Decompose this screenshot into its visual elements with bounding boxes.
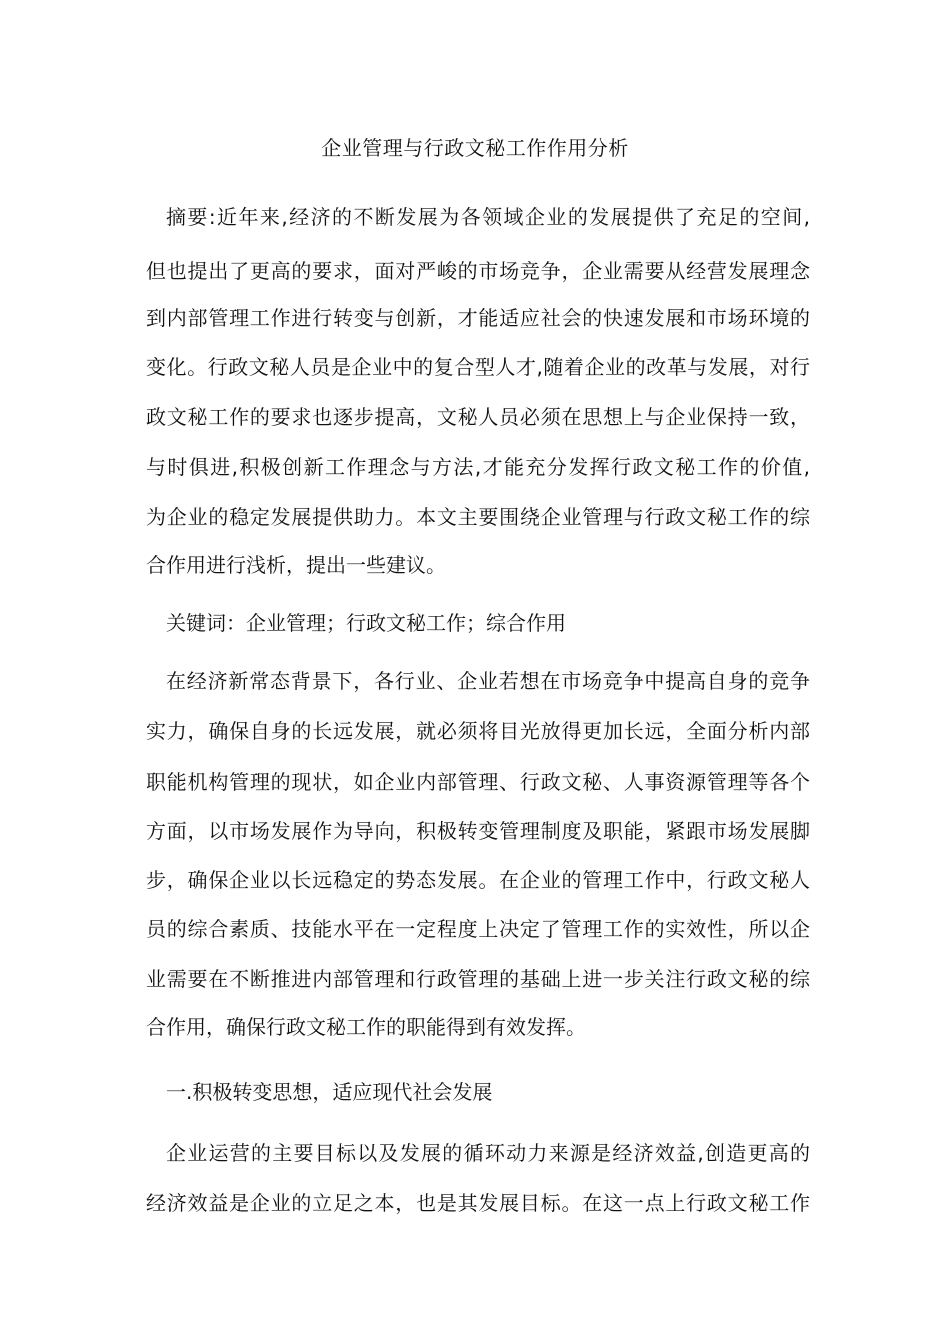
intro-line: 员的综合素质、技能水平在一定程度上决定了管理工作的实效性，所以企 (146, 917, 810, 941)
abstract-line: 摘要:近年来,经济的不断发展为各领域企业的发展提供了充足的空间, (166, 205, 810, 229)
intro-line: 在经济新常态背景下，各行业、企业若想在市场竞争中提高自身的竞争 (166, 669, 810, 693)
abstract-line: 政文秘工作的要求也逐步提高，文秘人员必须在思想上与企业保持一致， (146, 405, 810, 429)
abstract-line: 变化。行政文秘人员是企业中的复合型人才,随着企业的改革与发展，对行 (146, 355, 810, 379)
intro-line: 实力，确保自身的长远发展，就必须将目光放得更加长远，全面分析内部 (146, 719, 810, 743)
abstract-line: 与时俱进,积极创新工作理念与方法,才能充分发挥行政文秘工作的价值, (146, 455, 810, 479)
intro-line: 合作用，确保行政文秘工作的职能得到有效发挥。 (146, 1015, 586, 1039)
intro-line: 方面，以市场发展作为导向，积极转变管理制度及职能，紧跟市场发展脚 (146, 819, 810, 843)
document-title: 企业管理与行政文秘工作作用分析 (321, 136, 629, 160)
section1-line: 企业运营的主要目标以及发展的循环动力来源是经济效益,创造更高的 (166, 1141, 810, 1165)
abstract-line: 到内部管理工作进行转变与创新，才能适应社会的快速发展和市场环境的 (146, 306, 810, 330)
intro-line: 职能机构管理的现状，如企业内部管理、行政文秘、人事资源管理等各个 (146, 770, 810, 794)
intro-line: 步，确保企业以长远稳定的势态发展。在企业的管理工作中，行政文秘人 (146, 868, 810, 892)
keywords-line: 关键词：企业管理；行政文秘工作；综合作用 (166, 611, 566, 635)
abstract-line: 合作用进行浅析，提出一些建议。 (146, 553, 446, 577)
section1-line: 经济效益是企业的立足之本，也是其发展目标。在这一点上行政文秘工作 (146, 1191, 810, 1215)
intro-line: 业需要在不断推进内部管理和行政管理的基础上进一步关注行政文秘的综 (146, 967, 810, 991)
section-heading: 一.积极转变思想，适应现代社会发展 (166, 1080, 493, 1104)
abstract-line: 但也提出了更高的要求，面对严峻的市场竞争，企业需要从经营发展理念 (146, 259, 810, 283)
abstract-line: 为企业的稳定发展提供助力。本文主要围绕企业管理与行政文秘工作的综 (146, 505, 810, 529)
